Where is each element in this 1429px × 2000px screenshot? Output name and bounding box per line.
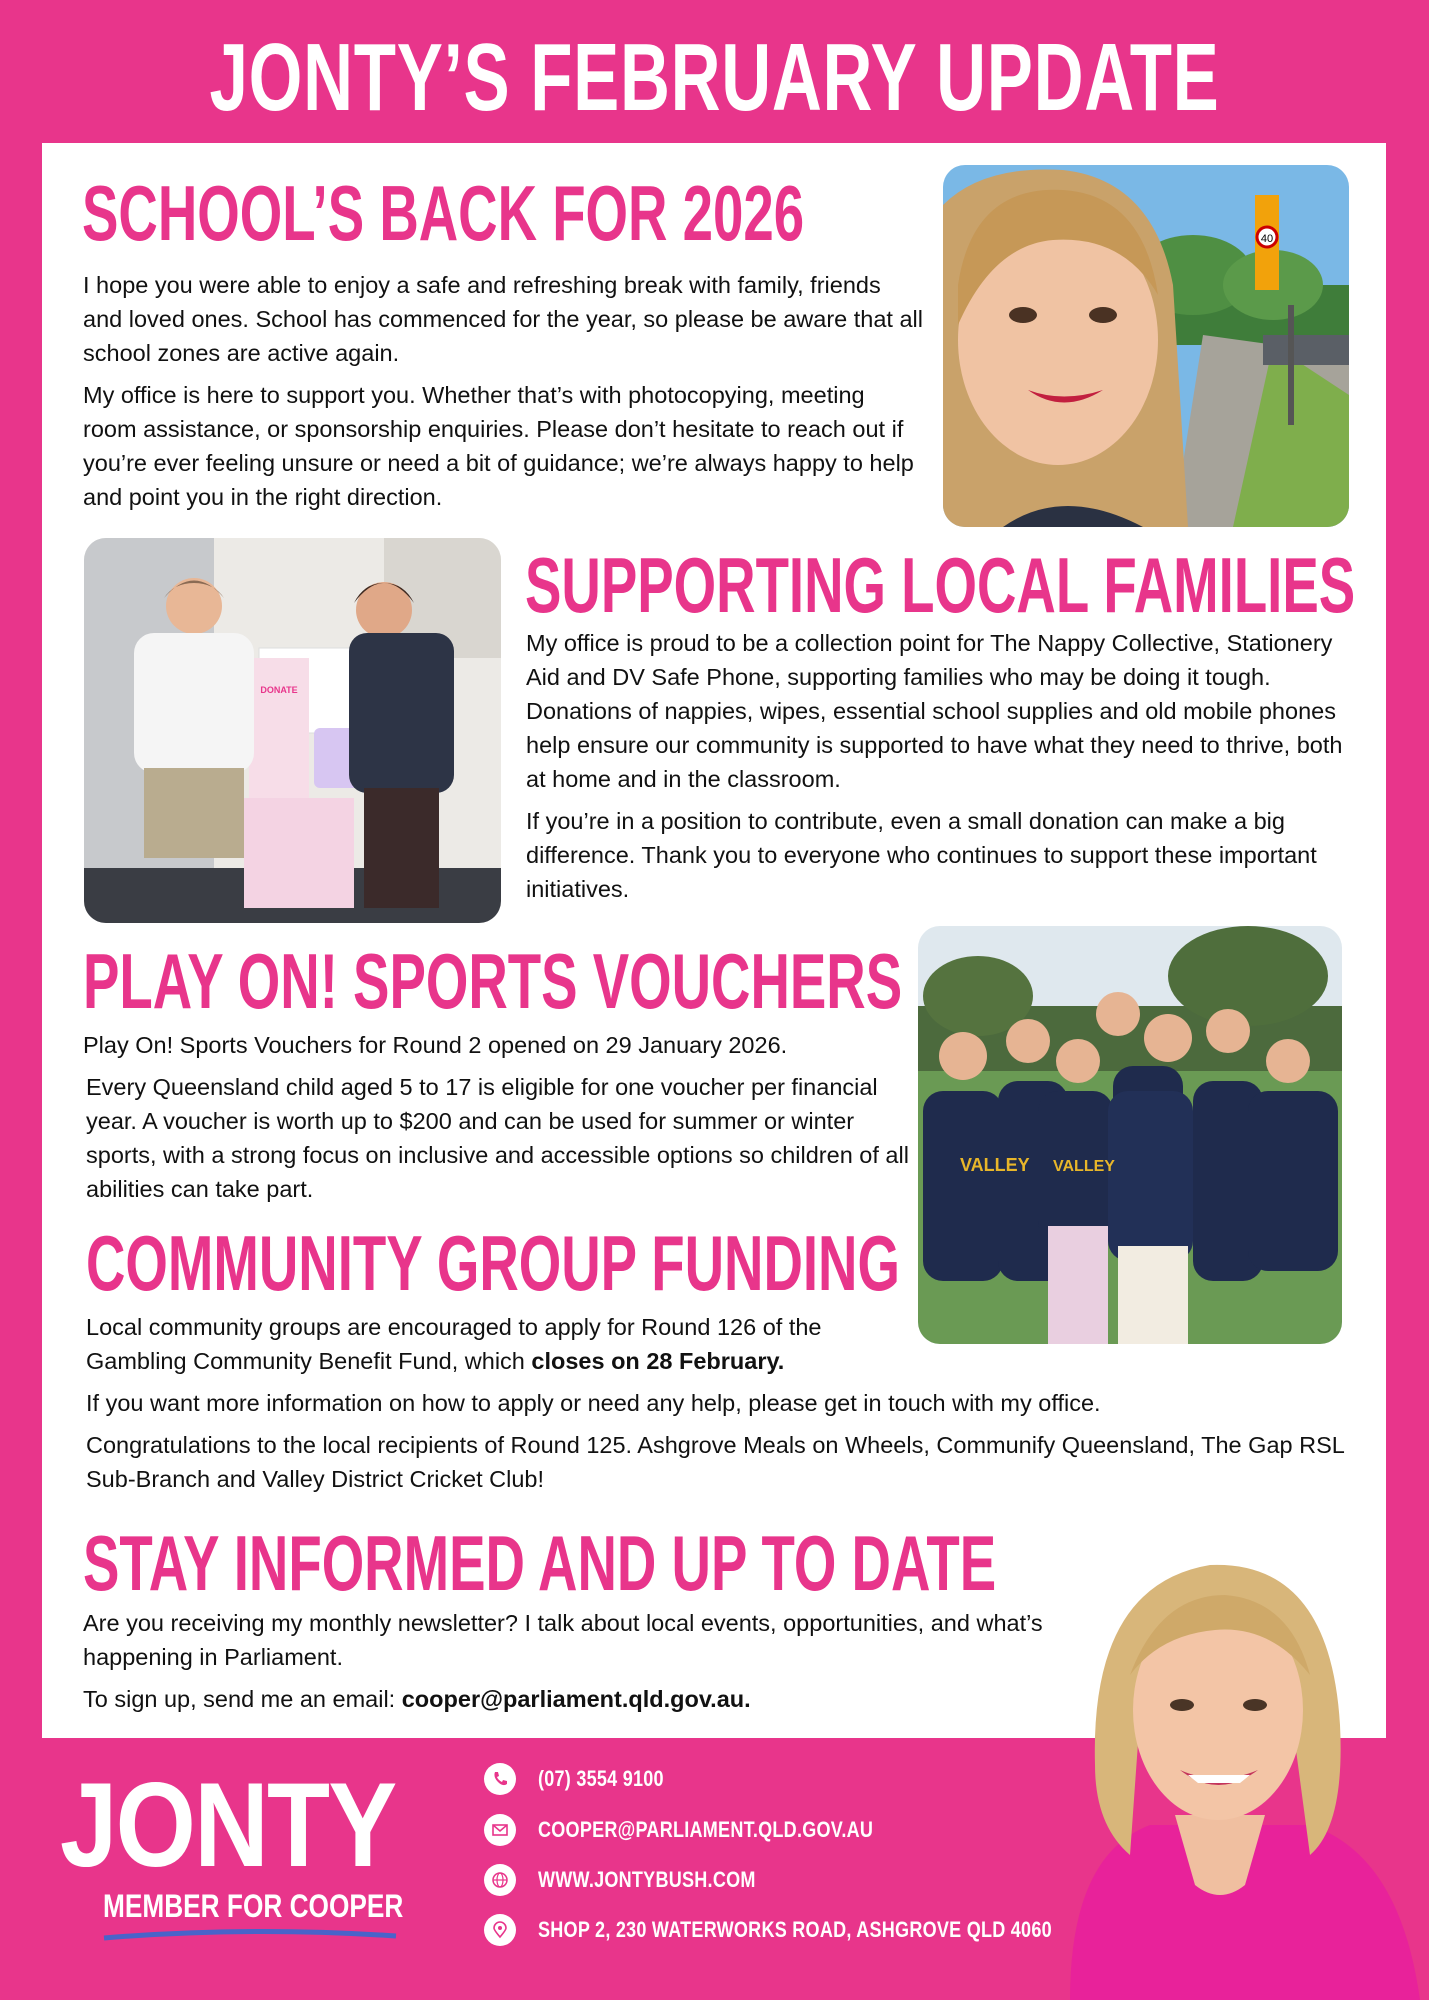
sports-text	[83, 1028, 923, 1214]
funding-paragraph-1	[86, 1310, 926, 1378]
contact-phone[interactable]	[484, 1762, 691, 1796]
contact-website[interactable]	[484, 1863, 803, 1897]
page-title: JONTY’S FEBRUARY UPDATE	[209, 24, 1220, 131]
globe-icon	[484, 1864, 516, 1896]
footer-logo-name: JONTY	[60, 1758, 396, 1892]
informed-paragraph-2-text: To sign up, send me an email:	[83, 1686, 402, 1712]
school-text	[83, 268, 923, 522]
contact-address	[484, 1913, 1165, 1947]
logo-underline-swoosh	[100, 1928, 400, 1944]
footer-logo-subtitle: MEMBER FOR COOPER	[103, 1888, 404, 1924]
funding-deadline: closes on 28 February.	[531, 1348, 785, 1374]
phone-icon	[484, 1763, 516, 1795]
shirt-text-1: VALLEY	[960, 1155, 1030, 1175]
funding-heading: COMMUNITY GROUP FUNDING	[86, 1219, 900, 1307]
families-heading: SUPPORTING LOCAL FAMILIES	[525, 541, 1356, 629]
funding-paragraph-3: Congratulations to the local recipients of Round 125. Ashgrove Meals on Wheels, Communify Queensland, The Gap RSL Sub-Branch and Valley District Cricket Club!	[86, 1432, 1344, 1492]
signup-email[interactable]: cooper@parliament.qld.gov.au.	[401, 1686, 751, 1712]
mail-icon	[484, 1814, 516, 1846]
informed-heading: STAY INFORMED AND UP TO DATE	[83, 1519, 997, 1607]
school-heading: SCHOOL’S BACK FOR 2026	[82, 169, 805, 257]
families-paragraph-1: My office is proud to be a collection point for The Nappy Collective, Stationery Aid and DV Safe Phone, supporting families who may be doing it tough. Donations of nappies, wipes, essential school supplies and old mobile phones help ensure our community is supported to have what they need to thrive, both at home and in the classroom.	[526, 630, 1343, 792]
informed-text	[83, 1606, 1083, 1724]
contact-address-text: SHOP 2, 230 WATERWORKS ROAD, ASHGROVE QLD 4060	[538, 1917, 1052, 1942]
shirt-text-2: VALLEY	[1053, 1158, 1115, 1175]
contact-phone-text: (07) 3554 9100	[538, 1766, 664, 1791]
contact-email-text: COOPER@PARLIAMENT.QLD.GOV.AU	[538, 1817, 874, 1842]
sports-paragraph-2: Every Queensland child aged 5 to 17 is eligible for one voucher per financial year. A voucher is worth up to $200 and can be used for summer or winter sports, with a strong focus on inclusive and accessible options so children of all abilities can take part.	[86, 1074, 909, 1202]
funding-text	[86, 1310, 1376, 1504]
speed-sign-text: 40	[1260, 233, 1274, 245]
contact-email[interactable]	[484, 1813, 947, 1847]
svg-text:DONATE: DONATE	[260, 685, 298, 695]
funding-paragraph-2: If you want more information on how to apply or need any help, please get in touch with my office.	[86, 1390, 1101, 1416]
informed-paragraph-1: Are you receiving my monthly newsletter? I talk about local events, opportunities, and what’s happening in Parliament.	[83, 1610, 1043, 1670]
contact-website-text: WWW.JONTYBUSH.COM	[538, 1867, 756, 1892]
nappy-collective-photo	[84, 538, 501, 923]
location-icon	[484, 1914, 516, 1946]
funding-paragraph-1-text: Local community groups are encouraged to apply for Round 126 of the Gambling Community Benefit Fund, which	[86, 1314, 822, 1374]
cricket-club-photo	[918, 926, 1342, 1344]
sports-paragraph-1: Play On! Sports Vouchers for Round 2 opened on 29 January 2026.	[83, 1032, 788, 1058]
school-zone-selfie-photo	[943, 165, 1349, 527]
school-paragraph-1: I hope you were able to enjoy a safe and refreshing break with family, friends and loved ones. School has commenced for the year, so please be aware that all school zones are active again.	[83, 272, 923, 366]
sports-heading: PLAY ON! SPORTS VOUCHERS	[83, 937, 903, 1025]
families-text	[526, 626, 1356, 914]
school-paragraph-2: My office is here to support you. Whether that’s with photocopying, meeting room assistance, or sponsorship enquiries. Please don’t hesitate to reach out if you’re ever feeling unsure or need a bit of guidance; we’re always happy to help and point you in the right direction.	[83, 382, 914, 510]
families-paragraph-2: If you’re in a position to contribute, even a small donation can make a big difference. Thank you to everyone who continues to support these important initiatives.	[526, 808, 1317, 902]
informed-paragraph-2	[83, 1682, 1083, 1716]
